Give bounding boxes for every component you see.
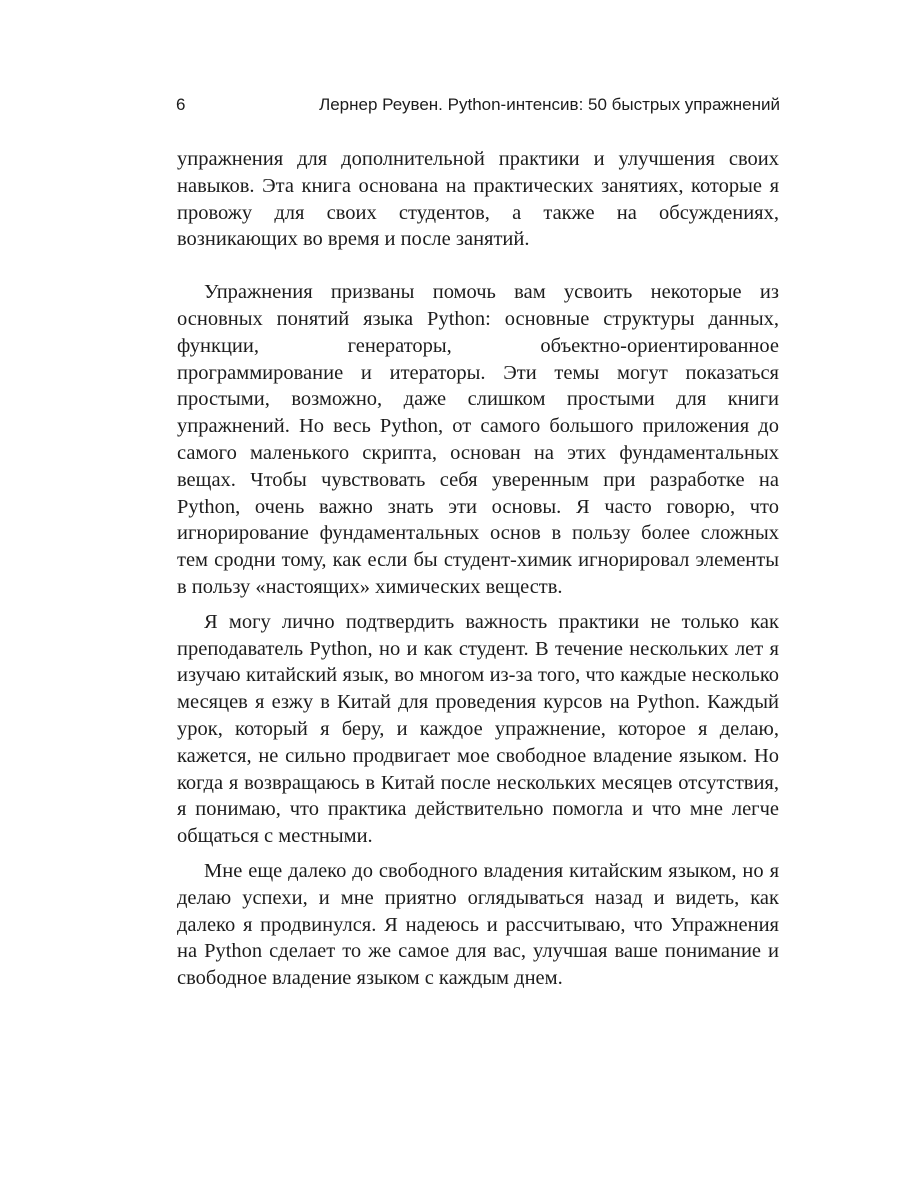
paragraph-4: Мне еще далеко до свободного владения китайским языком, но я делаю успехи, и мне приятно оглядываться назад и видеть, как далеко я продвинулся. Я надеюсь и рассчитываю, что Упражнения на Python сделает то же самое для вас, улучшая ваше понимание и свободное владение языком с каждым днем. bbox=[177, 859, 779, 990]
paragraph-1: упражнения для дополнительной практики и улучшения своих навыков. Эта книга основана на практических занятиях, которые я провожу для своих студентов, а также на обсуждениях, возникающих во время и после занятий. bbox=[177, 148, 779, 251]
page-number: 6 bbox=[176, 95, 186, 114]
paragraph-2: Упражнения призваны помочь вам усвоить некоторые из основных понятий языка Python: основные структуры данных, функции, генераторы, объектно-ориентированное программирование и итераторы. Эти темы могут показаться простыми, возможно, даже слишком простыми для книги упражнений. Но весь Python, от самого большого приложения до самого маленького скрипта, основан на этих фундаментальных вещах. Чтобы чувствовать себя уверенным при разработке на Python, очень важно знать эти основы. Я часто говорю, что игнорирование фундаментальных основ в пользу более сложных тем сродни тому, как если бы студент-химик игнорировал элементы в пользу «настоящих» химических веществ. bbox=[177, 281, 779, 598]
running-head-title: Лернер Реувен. Python-интенсив: 50 быстрых упражнений bbox=[319, 95, 780, 114]
body-text bbox=[177, 146, 779, 1000]
paragraph-3: Я могу лично подтвердить важность практики не только как преподаватель Python, но и как студент. В течение нескольких лет я изучаю китайский язык, во многом из-за того, что каждые несколько месяцев я езжу в Китай для проведения курсов на Python. Каждый урок, который я беру, и каждое упражнение, которое я делаю, кажется, не сильно продвигает мое свободное владение языком. Но когда я возвращаюсь в Китай после нескольких месяцев отсутствия, я понимаю, что практика действительно помогла и что мне легче общаться с местными. bbox=[177, 610, 779, 848]
running-head bbox=[176, 92, 780, 118]
